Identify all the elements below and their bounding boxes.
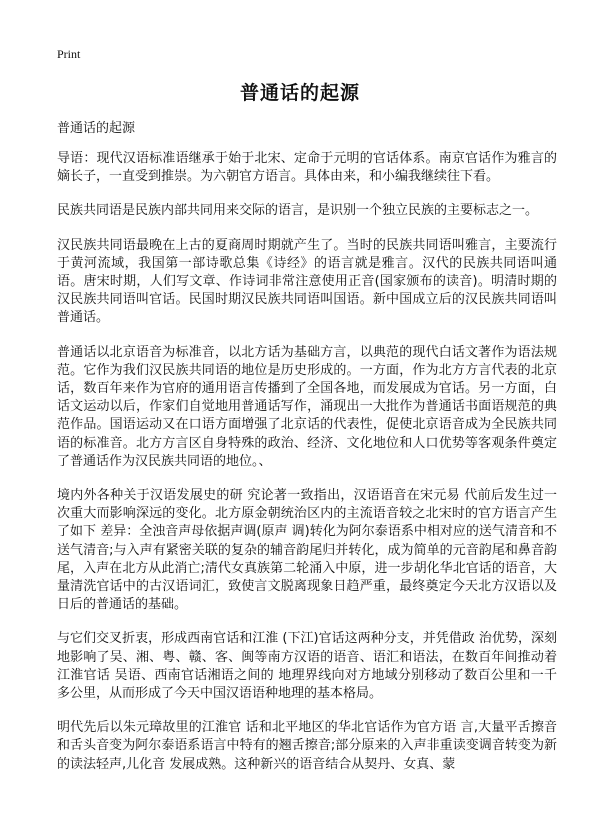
paragraph-dialects: 与它们交叉折衷，形成西南官话和江淮 (下江)官话这两种分支，并凭借政 治优势，深刻地影响了吴、湘、粤、赣、客、闽等南方汉语的语音、语汇和语法，在数百年间推动着江淮官话 吴语、西南官话湘语之间的 地理界线向对方地域分别移动了数百公里和一千多公里，从而形成了今天中国汉语语种地理的基本格局。: [57, 631, 557, 702]
paragraph-definition: 民族共同语是民族内部共同用来交际的语言，是识别一个独立民族的主要标志之一。: [57, 203, 539, 219]
article-subtitle: 普通话的起源: [57, 121, 136, 136]
paragraph-standard: 普通话以北京语音为标准音，以北方话为基础方言，以典范的现代白话文著作为语法规范。它作为我们汉民族共同语的地位是历史形成的。一方面，作为北方方言代表的北京话，数百年来作为官府的通用语言传播到了全国各地，而发展成为官话。另一方面，白话文运动以后，作家们自觉地用普通话写作，涌现出一大批作为普通话书面语规范的典范作品。国语运动又在口语方面增强了北京话的代表性，促使北京语音成为全民族共同语的标准音。北方方言区自身特殊的政治、经济、文化地位和人口优势等客观条件奠定了普通话作为汉民族共同语的地位。、: [57, 344, 557, 469]
print-link[interactable]: Print: [57, 47, 81, 61]
article-body: [57, 120, 557, 790]
paragraph-phonetics: 境内外各种关于汉语发展史的研 究论著一致指出，汉语语音在宋元易 代前后发生过一次重大而影响深远的变化。北方原金朝统治区内的主流语音较之北宋时的官方语言产生了如下 差异：全浊音声母依据声调(原声 调)转化为阿尔泰语系中相对应的送气清音和不送气清音;与入声有紧密关联的复杂的辅音韵尾归并转化，成为简单的元音韵尾和鼻音韵尾，入声在北方从此消亡;清代女真族第二轮涌入中原，进一步胡化华北官话的语音，大量清洗官话中的古汉语词汇，致使言文脱离现象日趋严重，最终奠定今天北方汉语以及日后的普通话的基础。: [57, 488, 557, 613]
paragraph-history: 汉民族共同语最晚在上古的夏商周时期就产生了。当时的民族共同语叫雅言，主要流行于黄河流域，我国第一部诗歌总集《诗经》的语言就是雅言。汉代的民族共同语叫通语。唐宋时期，人们写文章、作诗词非常注意使用正音(国家颁布的读音)。明清时期的汉民族共同语叫官话。民国时期汉民族共同语叫国语。新中国成立后的汉民族共同语叫普通话。: [57, 237, 557, 326]
paragraph-ming: 明代先后以朱元璋故里的江淮官 话和北平地区的华北官话作为官方语 言,大量平舌擦音和舌头音变为阿尔泰语系语言中特有的翘舌擦音;部分原来的入声非重读变调音转变为新的读法轻声,儿化音 发展成熟。这种新兴的语音结合从契丹、女真、蒙: [57, 720, 557, 772]
page-title: 普通话的起源: [239, 82, 360, 104]
paragraph-intro: 导语：现代汉语标准语继承于始于北宋、定命于元明的官话体系。南京官话作为雅言的嫡长子，一直受到推崇。为六朝官方语言。具体由来，和小编我继续往下看。: [57, 151, 557, 185]
